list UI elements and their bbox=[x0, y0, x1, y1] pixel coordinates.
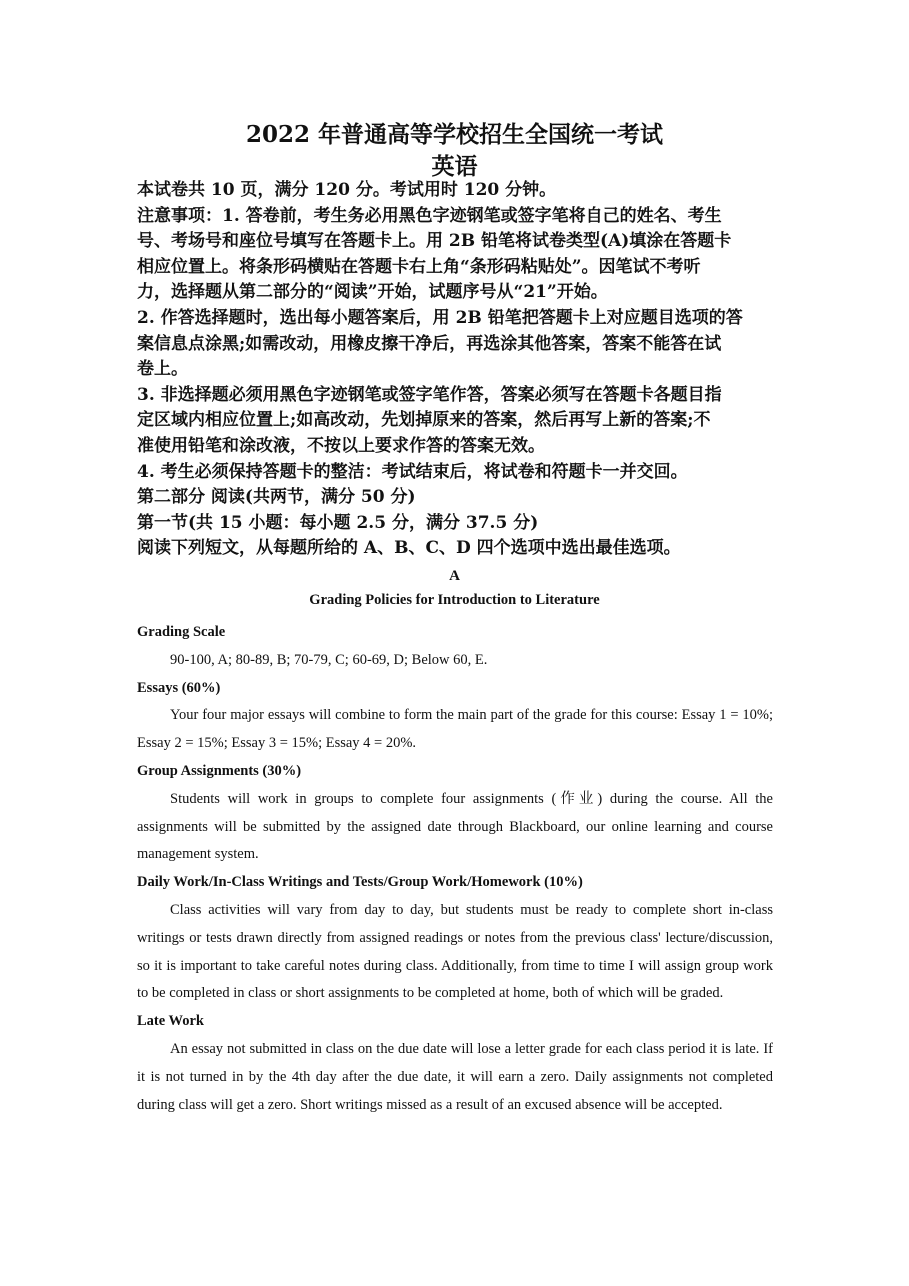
section-paragraph: 90-100, A; 80-89, B; 70-79, C; 60-69, D; Below 60, E. bbox=[170, 651, 488, 668]
section-paragraph: An essay not submitted in class on the due date will lose a letter grade for each class period it is late. If it is not turned in by the 4th day after the due date, it will earn a zero. Daily assignments not completed during class will get a zero. Short writings missed as a result of an excused absence will be accepted. bbox=[137, 1040, 773, 1113]
instruction-line: 第二部分 阅读(共两节，满分 50 分) bbox=[137, 487, 416, 508]
instruction-line: 第一节(共 15 小题：每小题 2.5 分，满分 37.5 分) bbox=[137, 512, 539, 533]
section-paragraph: Class activities will vary from day to day, but students must be ready to complete short in-class writings or tests drawn directly from assigned readings or notes from the previous class' lecture/discussion, so it is important to take careful notes during class. Additionally, from time to time I will assign group work to be completed in class or short assignments to be completed at home, both of which will be graded. bbox=[137, 901, 773, 1002]
passage-title: Grading Policies for Introduction to Literature bbox=[309, 592, 600, 608]
section-heading: Essays (60%) bbox=[137, 679, 221, 696]
section-paragraph: Your four major essays will combine to form the main part of the grade for this course: Essay 1 = 10%; Essay 2 = 15%; Essay 3 = 15%; Essay 4 = 20%. bbox=[137, 707, 773, 752]
instructions-block bbox=[137, 178, 777, 562]
exam-title: 2022 年普通高等学校招生全国统一考试 bbox=[245, 121, 664, 148]
instruction-line: 4. 考生必须保持答题卡的整洁：考试结束后，将试卷和符题卡一并交回。 bbox=[137, 461, 688, 482]
instruction-line: 3. 非选择题必须用黑色字迹钢笔或签字笔作答，答案必须写在答题卡各题目指 bbox=[137, 384, 722, 405]
section-heading: Grading Scale bbox=[137, 624, 226, 640]
instruction-line: 案信息点涂黑;如需改动，用橡皮擦干净后，再选涂其他答案，答案不能答在试 bbox=[137, 333, 722, 354]
instruction-line: 相应位置上。将条形码横贴在答题卡右上角“条形码粘贴处”。因笔试不考听 bbox=[137, 256, 701, 277]
instruction-line: 号、考场号和座位号填写在答题卡上。用 2B 铅笔将试卷类型(A)填涂在答题卡 bbox=[137, 231, 732, 252]
subject-title: 英语 bbox=[431, 153, 478, 180]
instruction-line: 阅读下列短文，从每题所给的 A、B、C、D 四个选项中选出最佳选项。 bbox=[137, 538, 681, 559]
section-heading: Group Assignments (30%) bbox=[137, 762, 302, 779]
instruction-line: 准使用铅笔和涂改液，不按以上要求作答的答案无效。 bbox=[137, 435, 545, 456]
instruction-line: 本试卷共 10 页，满分 120 分。考试用时 120 分钟。 bbox=[137, 180, 557, 200]
instruction-line: 注意事项：1. 答卷前，考生务必用黑色字迹钢笔或签字笔将自己的姓名、考生 bbox=[137, 205, 722, 226]
section-heading: Daily Work/In-Class Writings and Tests/Group Work/Homework (10%) bbox=[137, 874, 583, 891]
section-heading: Late Work bbox=[137, 1013, 204, 1030]
instruction-line: 定区域内相应位置上;如高改动，先划掉原来的答案，然后再写上新的答案;不 bbox=[137, 410, 711, 431]
section-paragraph: Students will work in groups to complete four assignments (作业) during the course. All the assignments will be submitted by the assigned date through Blackboard, our online learning and course management system. bbox=[137, 790, 773, 863]
instruction-line: 力，选择题从第二部分的“阅读”开始，试题序号从“21”开始。 bbox=[137, 282, 608, 303]
passage-letter: A bbox=[449, 568, 460, 584]
passage-body bbox=[137, 619, 773, 1119]
instruction-line: 2. 作答选择题时，选出每小题答案后，用 2B 铅笔把答题卡上对应题目选项的答 bbox=[137, 307, 743, 328]
instruction-line: 卷上。 bbox=[137, 359, 188, 380]
